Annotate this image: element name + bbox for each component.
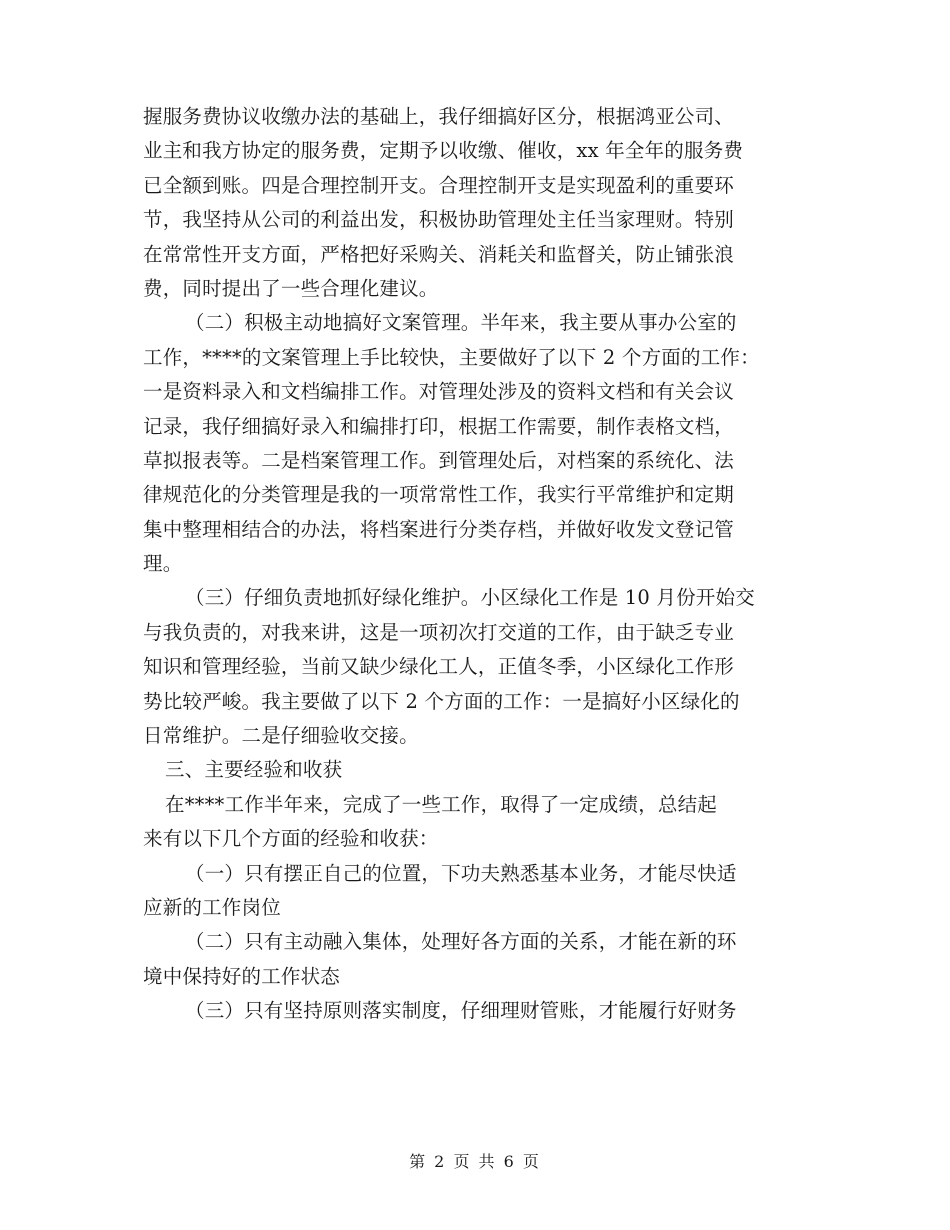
text-line: 集中整理相结合的办法，将档案进行分类存档，并做好收发文登记管 bbox=[143, 517, 735, 541]
text-line: 日常维护。二是仔细验收交接。 bbox=[143, 724, 419, 748]
text-line: 知识和管理经验，当前又缺少绿化工人，正值冬季，小区绿化工作形 bbox=[143, 655, 735, 679]
page-number-footer: 第 2 页 共 6 页 bbox=[409, 1152, 541, 1171]
text-line: 一是资料录入和文档编排工作。对管理处涉及的资料文档和有关会议 bbox=[143, 380, 735, 404]
text-line: 节，我坚持从公司的利益出发，积极协助管理处主任当家理财。特别 bbox=[143, 208, 735, 232]
text-line: 来有以下几个方面的经验和收获： bbox=[143, 827, 439, 851]
text-line: 已全额到账。四是合理控制开支。合理控制开支是实现盈利的重要环 bbox=[143, 173, 735, 197]
text-line: 在****工作半年来，完成了一些工作，取得了一定成绩，总结起 bbox=[165, 792, 718, 816]
text-line: 业主和我方协定的服务费，定期予以收缴、催收，xx 年全年的服务费 bbox=[143, 139, 744, 163]
text-line: （二）只有主动融入集体，处理好各方面的关系，才能在新的环 bbox=[185, 930, 737, 954]
text-line: 境中保持好的工作状态 bbox=[143, 964, 341, 988]
text-line: 与我负责的，对我来讲，这是一项初次打交道的工作，由于缺乏专业 bbox=[143, 620, 735, 644]
text-line: 费，同时提出了一些合理化建议。 bbox=[143, 276, 439, 300]
text-line: 在常常性开支方面，严格把好采购关、消耗关和监督关，防止铺张浪 bbox=[143, 242, 735, 266]
document-body bbox=[143, 100, 803, 1029]
text-line: （二）积极主动地搞好文案管理。半年来，我主要从事办公室的 bbox=[185, 311, 737, 335]
section-heading: 三、主要经验和收获 bbox=[165, 758, 343, 782]
text-line: 记录，我仔细搞好录入和编排打印，根据工作需要，制作表格文档， bbox=[143, 414, 735, 438]
text-line: 理。 bbox=[143, 552, 183, 576]
text-line: 草拟报表等。二是档案管理工作。到管理处后，对档案的系统化、法 bbox=[143, 448, 735, 472]
text-line: 律规范化的分类管理是我的一项常常性工作，我实行平常维护和定期 bbox=[143, 483, 735, 507]
text-line: 应新的工作岗位 bbox=[143, 895, 281, 919]
text-line: 工作，****的文案管理上手比较快，主要做好了以下 2 个方面的工作： bbox=[143, 345, 760, 369]
text-line: （三）只有坚持原则落实制度，仔细理财管账，才能履行好财务 bbox=[185, 999, 737, 1023]
text-line: （三）仔细负责地抓好绿化维护。小区绿化工作是 10 月份开始交 bbox=[185, 586, 755, 610]
text-line: 握服务费协议收缴办法的基础上，我仔细搞好区分，根据鸿亚公司、 bbox=[143, 105, 735, 128]
text-line: 势比较严峻。我主要做了以下 2 个方面的工作：一是搞好小区绿化的 bbox=[143, 689, 740, 713]
text-line: （一）只有摆正自己的位置，下功夫熟悉基本业务，才能尽快适 bbox=[185, 861, 737, 885]
